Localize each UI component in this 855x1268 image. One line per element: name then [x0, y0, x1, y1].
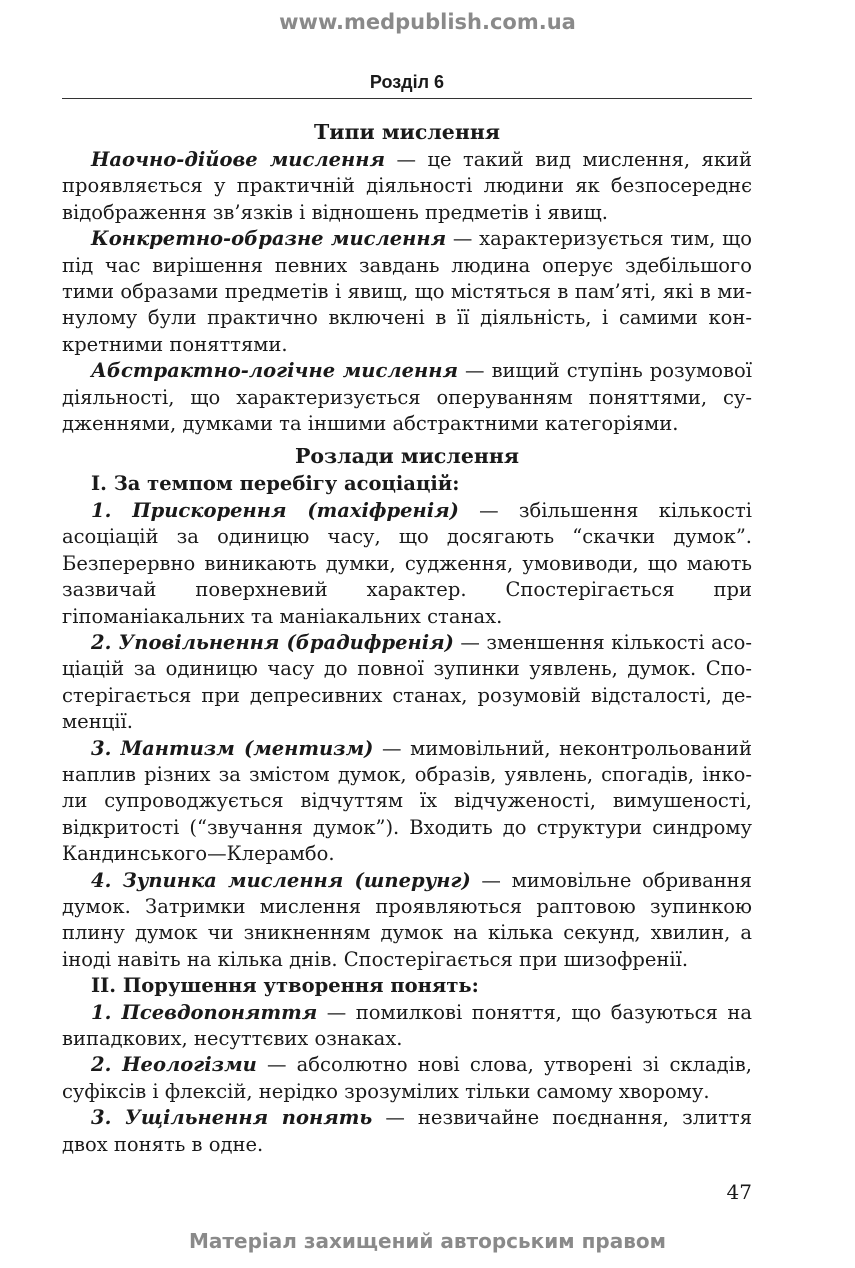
page-number: 47 [726, 1180, 752, 1204]
paragraph-abstract-logical [62, 358, 752, 437]
paragraph-visual-action [62, 147, 752, 226]
term: 3. Ущільнення понять [91, 1106, 373, 1130]
definition: — помилкові поняття, що базуються на випадкових, несуттєвих ознаках. [62, 1000, 752, 1050]
term: 4. Зупинка мислення (шперунг) [91, 868, 471, 892]
term: 2. Неологізми [91, 1053, 257, 1077]
term: 1. Псевдопоняття [91, 1000, 318, 1024]
list-item [62, 1000, 752, 1053]
definition: — абсолютно нові слова, утворені зі складів, суфіксів і флексій, нерідко зрозумілих тільки самому хворому. [62, 1053, 752, 1103]
watermark-top: www.medpublish.com.ua [279, 10, 576, 34]
definition: — це такий вид мислення, який проявляється у практичній діяльності людини як безпосереднє відображення зв’язків і відношень предметів і явищ. [62, 148, 752, 224]
paragraph-concrete-figurative [62, 226, 752, 358]
chapter-header: Розділ 6 [369, 72, 445, 92]
watermark-bottom: Матеріал захищений авторським правом [189, 1229, 666, 1253]
list-item [62, 868, 752, 974]
list-item [62, 498, 752, 630]
list-item [62, 1105, 752, 1158]
subheading-association-tempo: І. За темпом перебігу асоціацій: [91, 472, 460, 496]
header-divider [62, 98, 752, 99]
term: Абстрактно-логічне мислення [91, 359, 458, 383]
definition: — мимовільне обривання думок. Затримки мислення проявляються раптовою зупинкою плину думок чи зникненням думок на кілька секунд, хвилин, а іноді навіть на кілька днів. Спостерігається при шизофренії. [62, 868, 752, 971]
term: Конкретно-образне мислення [91, 227, 447, 251]
term: 3. Мантизм (ментизм) [91, 736, 374, 760]
definition: — незвичайне поєднання, злиття двох понять в одне. [62, 1106, 752, 1156]
definition: — збільшення кількості асоціацій за одиницю часу, що досягають “скачки думок”. Безперервно виникають думки, судження, умовиводи, що мають зазвичай поверхневий характер. Спостерігається при гіпоманіакальних та маніакальних станах. [62, 498, 753, 628]
subheading-concept-formation: ІІ. Порушення утворення понять: [91, 974, 479, 998]
term: 2. Уповільнення (брадифренія) [91, 630, 454, 654]
section-title-thinking-disorders: Розлади мислення [294, 444, 520, 469]
list-item [62, 736, 752, 868]
definition: — вищий ступінь розумової діяльності, що характеризується оперуванням поняттями, судженнями, думками та іншими абстрактними категоріями. [62, 359, 752, 436]
term: Наочно-дійове мислення [91, 148, 385, 171]
definition: — характеризується тим, що під час вирішення певних завдань людина оперує здебільшого тими образами предметів і явищ, що містяться в пам’яті, які в минулому були практично включені в її діяльність, і самими конкретними поняттями. [62, 227, 752, 356]
term: 1. Прискорення (тахіфренія) [91, 498, 459, 522]
list-item [62, 1052, 752, 1105]
section-title-thinking-types: Типи мислення [314, 120, 500, 144]
list-item [62, 630, 752, 736]
definition: — зменшення кількості асоціацій за одиницю часу до повної зупинки уявлень, думок. Спостерігається при депресивних станах, розумовій відсталості, деменції. [62, 630, 752, 734]
definition: — мимовільний, неконтрольований наплив різних за змістом думок, образів, уявлень, спогадів, інколи супроводжується відчуттям їх відчуженості, вимушеності, відкритості (“звучання думок”). Входить до структури синдрому Кандинського—Клерамбо. [62, 736, 752, 866]
page-content [62, 117, 752, 1158]
